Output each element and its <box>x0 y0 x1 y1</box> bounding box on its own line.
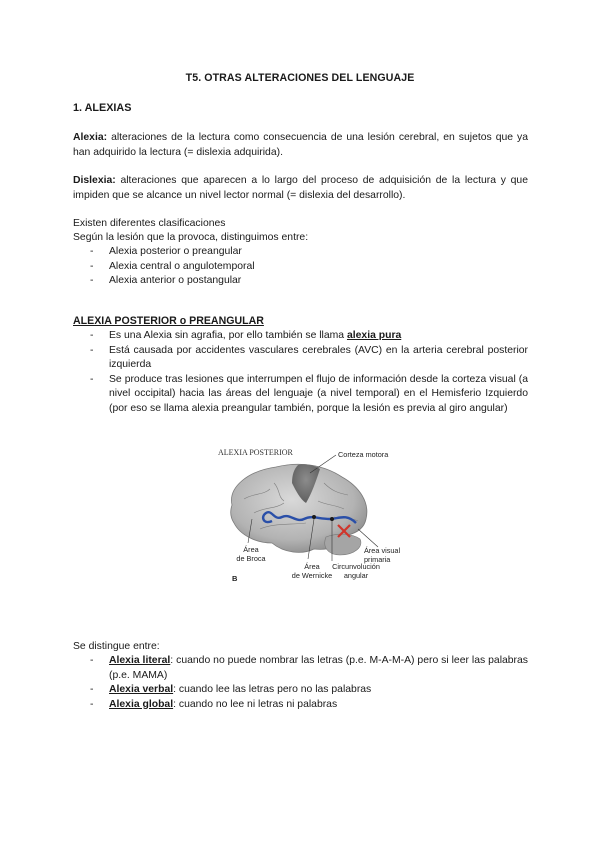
definition-text: alteraciones que aparecen a lo largo del proceso de adquisición de la lectura y que impiden que se alcance un nivel lector normal (= dislexia del desarrollo). <box>73 175 528 201</box>
cerebellum-shape <box>325 534 361 555</box>
wernicke-dot <box>312 515 316 519</box>
alexia-types-list <box>73 654 528 712</box>
definition-alexia <box>73 131 528 160</box>
intro-line-2: Según la lesión que la provoca, distinguimos entre: <box>73 232 309 243</box>
list-item-emphasis: alexia pura <box>346 330 402 341</box>
list-item <box>73 654 528 683</box>
types-intro: Se distingue entre: <box>73 641 160 652</box>
definition-dislexia <box>73 174 528 203</box>
definition-term: Alexia: <box>73 132 108 143</box>
angular-dot <box>330 517 334 521</box>
list-item: - Está causada por accidentes vasculares cerebrales (AVC) en la arteria cerebral posterior izquierda <box>73 344 528 373</box>
list-item <box>73 329 528 344</box>
brain-figure <box>214 443 401 585</box>
section-heading-alexias: 1. ALEXIAS <box>73 102 132 114</box>
posterior-list <box>73 329 528 416</box>
list-item: - Alexia posterior o preangular <box>73 245 528 260</box>
list-item: - Se produce tras lesiones que interrumpen el flujo de información desde la corteza visual (a nivel occipital) hacia las áreas del lenguaje (a nivel temporal) en el Hemisferio Izquierdo (por eso se llama alexia preangular también, porque la lesión es previa al giro angular) <box>73 373 528 417</box>
list-item-text: Es una Alexia sin agrafia, por ello también se llama <box>109 330 347 341</box>
label-motor-cortex: Corteza motora <box>338 450 389 459</box>
panel-letter: B <box>232 574 238 583</box>
definition-term: Dislexia: <box>73 175 116 186</box>
classification-list <box>73 245 528 289</box>
list-item: - Alexia central o angulotemporal <box>73 260 528 275</box>
list-item <box>73 683 528 698</box>
definition-text: alteraciones de la lectura como consecuencia de una lesión cerebral, en sujetos que ya han adquirido la lectura (= dislexia adquirida). <box>73 132 528 158</box>
list-item-text: : cuando lee las letras pero no las palabras <box>173 684 372 695</box>
label-wernicke: Área de Wernicke <box>291 562 333 580</box>
list-item-text: : cuando no puede nombrar las letras (p.e. M-A-M-A) pero si leer las palabras (p.e. MAMA) <box>109 655 528 681</box>
intro-line-1: Existen diferentes clasificaciones <box>73 218 226 229</box>
list-item <box>73 698 528 713</box>
figure-title: ALEXIA POSTERIOR <box>218 448 293 457</box>
list-item-term: Alexia global <box>109 698 174 710</box>
list-item-term: Alexia literal <box>109 655 171 666</box>
label-broca: Área de Broca <box>236 545 266 563</box>
section-heading-posterior: ALEXIA POSTERIOR o PREANGULAR <box>73 315 264 327</box>
label-angular: Circunvolución angular <box>332 562 380 580</box>
document-title: T5. OTRAS ALTERACIONES DEL LENGUAJE <box>185 72 415 84</box>
list-item-term: Alexia verbal <box>109 684 174 695</box>
list-item-text: : cuando no lee ni letras ni palabras <box>173 698 338 710</box>
list-item: - Alexia anterior o postangular <box>73 274 528 289</box>
label-visual-area: Área visual primaria <box>364 546 401 564</box>
